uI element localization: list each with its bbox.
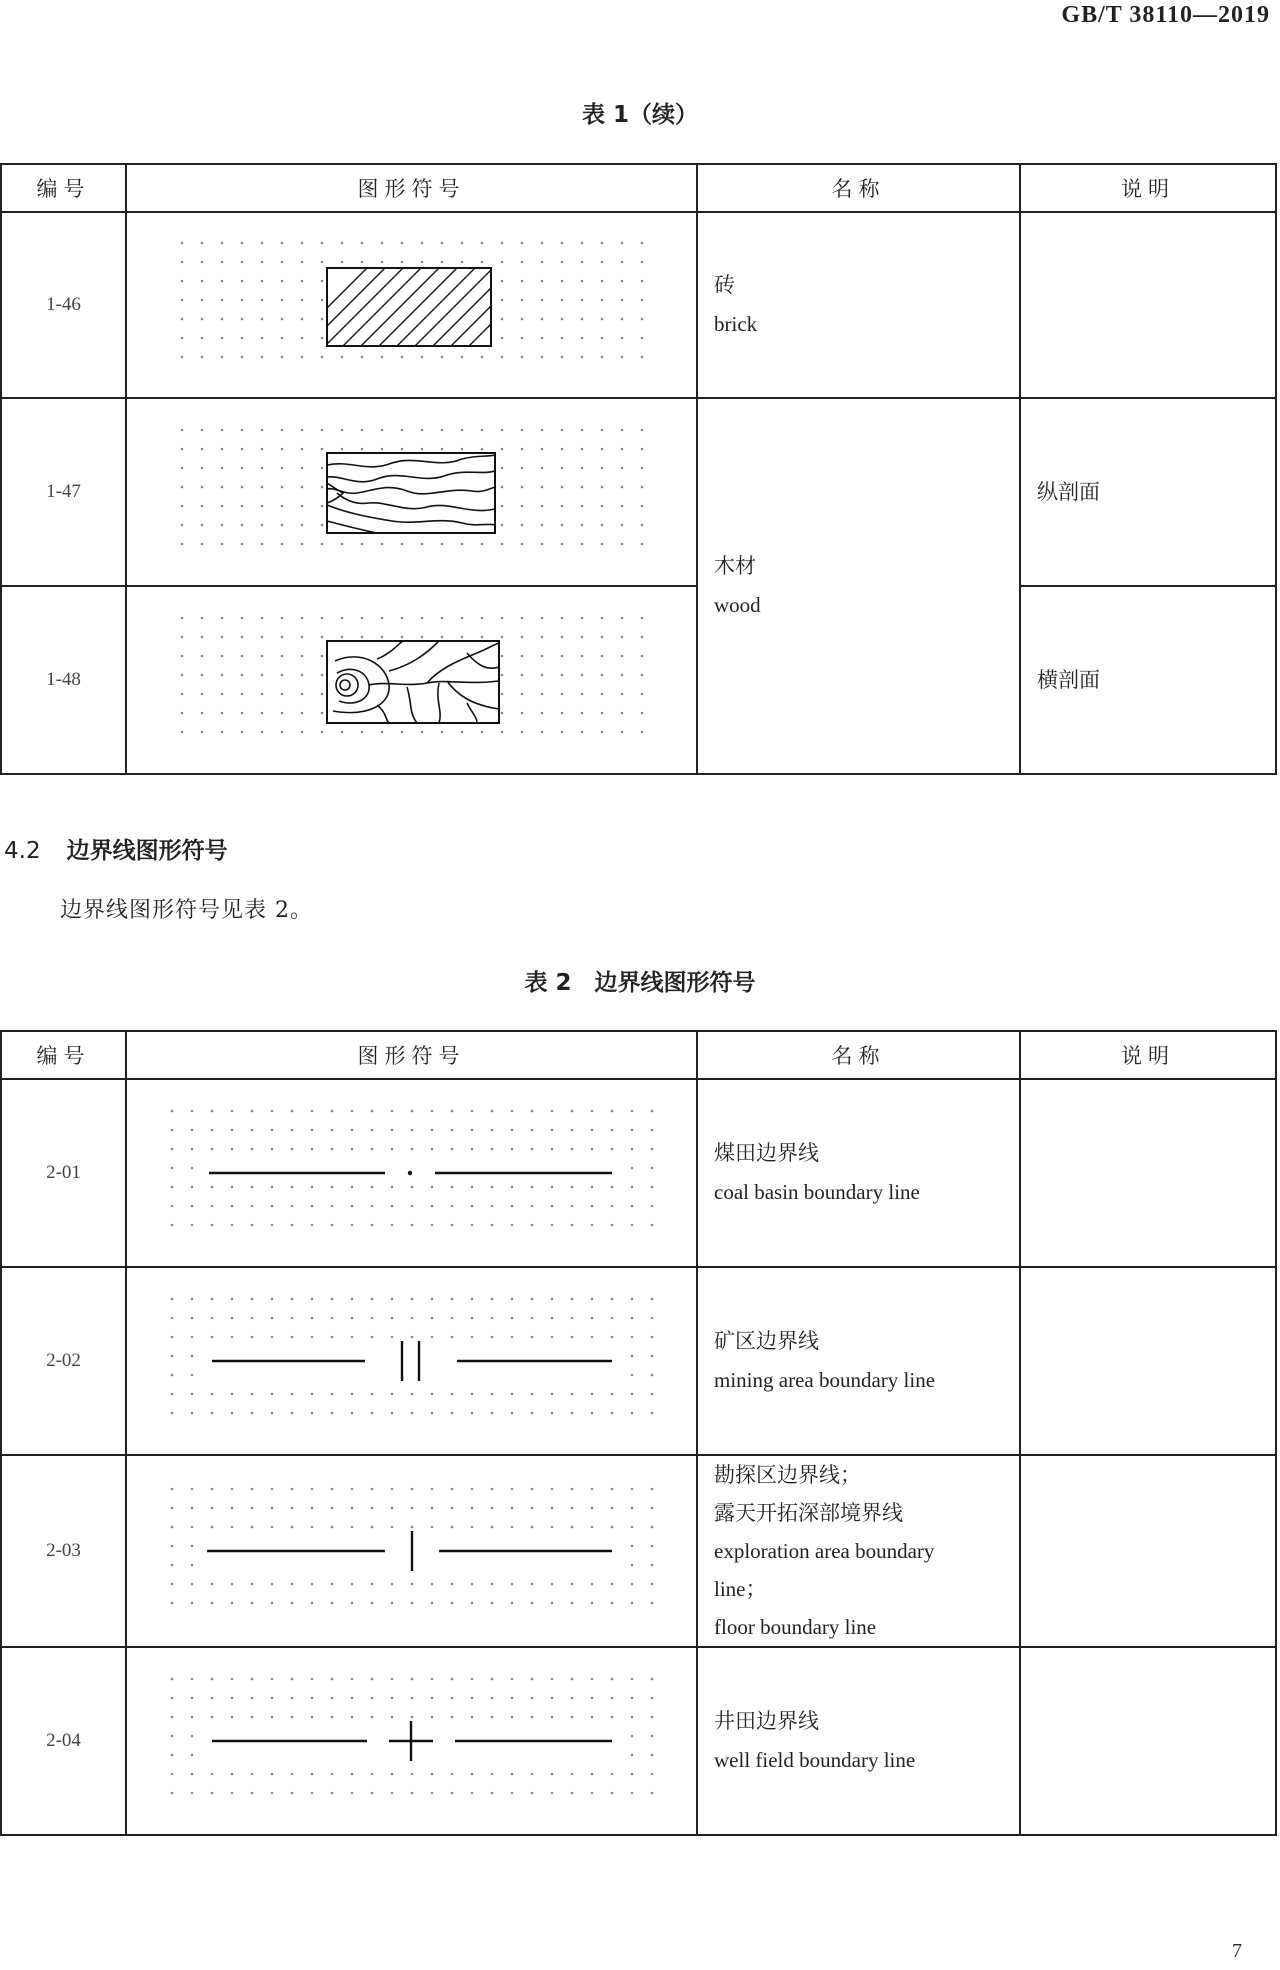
table2-caption: 表 2 边界线图形符号	[524, 970, 756, 996]
table-row	[1, 1455, 1276, 1647]
table2-header-symbol: 图形符号	[126, 1031, 697, 1079]
name-line: 井田边界线	[714, 1709, 819, 1733]
wood-cross-symbol	[126, 586, 697, 774]
mining-area-line-symbol	[126, 1267, 697, 1455]
name-line: 矿区边界线	[714, 1329, 819, 1353]
row-code: 2-03	[1, 1455, 126, 1647]
row-code: 2-04	[1, 1647, 126, 1835]
table-row	[1, 1647, 1276, 1835]
table2-header-name: 名称	[697, 1031, 1020, 1079]
name-line: coal basin boundary line	[714, 1180, 920, 1204]
table1	[0, 163, 1277, 775]
row-code: 2-01	[1, 1079, 126, 1267]
name-line: line；	[714, 1577, 767, 1601]
table1-header-name: 名称	[697, 164, 1020, 212]
name-cn: 木材	[714, 554, 756, 578]
row-name	[697, 212, 1020, 398]
row-name	[697, 1455, 1020, 1647]
section-heading	[4, 832, 228, 865]
brick-symbol	[126, 212, 697, 398]
section-text: 边界线图形符号见表 2。	[60, 898, 313, 923]
row-name	[697, 1647, 1020, 1835]
section-title: 边界线图形符号	[66, 838, 228, 864]
row-code: 1-48	[1, 586, 126, 774]
name-line: 煤田边界线	[714, 1141, 819, 1165]
coal-basin-line-symbol	[126, 1079, 697, 1267]
row-code: 1-47	[1, 398, 126, 586]
row-note: 纵剖面	[1020, 398, 1276, 586]
name-line: floor boundary line	[714, 1615, 877, 1639]
standard-number: GB/T 38110—2019	[1061, 2, 1270, 28]
table2	[0, 1030, 1277, 1836]
name-cn: 砖	[714, 273, 735, 297]
row-note	[1020, 1079, 1276, 1267]
cross-line-icon	[167, 1674, 657, 1808]
well-field-line-symbol	[126, 1647, 697, 1835]
brick-hatch-icon	[177, 238, 647, 372]
table1-caption: 表 1（续）	[581, 102, 698, 128]
wood-rings-icon	[177, 613, 647, 747]
table2-header-note: 说明	[1020, 1031, 1276, 1079]
table-row	[1, 398, 1276, 586]
table1-header-code: 编号	[1, 164, 126, 212]
name-line: mining area boundary line	[714, 1368, 936, 1392]
dash-dot-line-icon	[167, 1106, 657, 1240]
wood-grain-icon	[177, 425, 647, 559]
row-code: 2-02	[1, 1267, 126, 1455]
table-row	[1, 212, 1276, 398]
table1-header-note: 说明	[1020, 164, 1276, 212]
row-name	[697, 1079, 1020, 1267]
table1-header-symbol: 图形符号	[126, 164, 697, 212]
name-line: well field boundary line	[714, 1748, 916, 1772]
name-line: 露天开拓深部境界线	[714, 1501, 903, 1525]
row-name	[697, 398, 1020, 774]
name-en: brick	[714, 312, 758, 336]
name-en: wood	[714, 593, 761, 617]
page-number: 7	[1232, 1940, 1242, 1962]
name-line: exploration area boundary	[714, 1539, 935, 1563]
single-tick-line-icon	[167, 1484, 657, 1618]
row-code: 1-46	[1, 212, 126, 398]
table-row	[1, 586, 1276, 774]
row-note	[1020, 1647, 1276, 1835]
row-note: 横剖面	[1020, 586, 1276, 774]
double-tick-line-icon	[167, 1294, 657, 1428]
table-row	[1, 1267, 1276, 1455]
wood-longitudinal-symbol	[126, 398, 697, 586]
row-name	[697, 1267, 1020, 1455]
exploration-area-line-symbol	[126, 1455, 697, 1647]
table-row	[1, 1079, 1276, 1267]
section-number: 4.2	[4, 838, 41, 864]
row-note	[1020, 1267, 1276, 1455]
row-note	[1020, 212, 1276, 398]
name-line: 勘探区边界线；	[714, 1463, 861, 1487]
row-note	[1020, 1455, 1276, 1647]
table2-header-code: 编号	[1, 1031, 126, 1079]
